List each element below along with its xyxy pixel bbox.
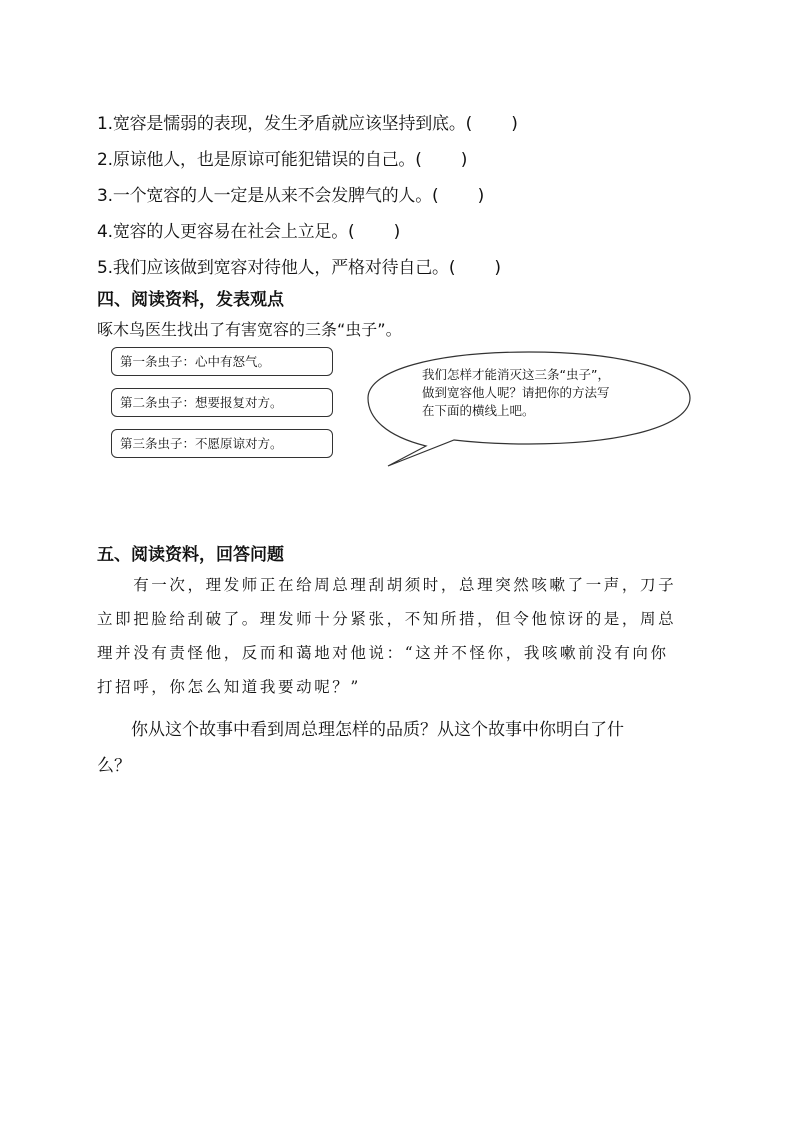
story-line: 立即把脸给刮破了。理发师十分紧张，不知所措，但令他惊讶的是，周总 — [97, 610, 677, 628]
open-paren: ( — [348, 222, 355, 242]
true-false-item — [97, 142, 518, 178]
answer-blank[interactable] — [449, 250, 501, 286]
statement-text: 5.我们应该做到宽容对待他人，严格对待自己。 — [97, 258, 449, 278]
statement-text: 3.一个宽容的人一定是从来不会发脾气的人。 — [97, 186, 433, 206]
true-false-item — [97, 178, 518, 214]
answer-blank[interactable] — [348, 214, 400, 250]
bubble-line: 我们怎样才能消灭这三条“虫子”， — [422, 367, 610, 382]
bubble-line: 在下面的横线上吧。 — [422, 403, 535, 418]
close-paren: ) — [393, 222, 401, 242]
bug-box-1: 第一条虫子：心中有怒气。 — [111, 347, 333, 376]
story-paragraph — [97, 568, 697, 704]
story-line: 打招呼，你怎么知道我要动呢？” — [97, 678, 361, 696]
bug-box-3: 第三条虫子：不愿原谅对方。 — [111, 429, 333, 458]
answer-blank[interactable] — [415, 142, 467, 178]
close-paren: ) — [494, 258, 501, 278]
section-intro: 啄木鸟医生找出了有害宽容的三条“虫子”。 — [97, 320, 402, 339]
true-false-item — [97, 214, 518, 250]
answer-blank[interactable] — [432, 178, 484, 214]
true-false-list — [97, 106, 518, 286]
section-title-5: 五、阅读资料，回答问题 — [97, 545, 284, 565]
statement-text: 4.宽容的人更容易在社会上立足。 — [97, 222, 349, 242]
question-paragraph — [97, 712, 707, 784]
bubble-line: 做到宽容他人呢？请把你的方法写 — [422, 385, 610, 400]
question-line: 么？ — [97, 756, 131, 776]
open-paren: ( — [465, 114, 473, 134]
section-title-4: 四、阅读资料，发表观点 — [97, 290, 284, 310]
true-false-item — [97, 250, 518, 286]
statement-text: 1.宽容是懦弱的表现，发生矛盾就应该坚持到底。 — [97, 114, 466, 134]
statement-text: 2.原谅他人，也是原谅可能犯错误的自己。 — [97, 150, 416, 170]
bug-box-2: 第二条虫子：想要报复对方。 — [111, 388, 333, 417]
question-line: 你从这个故事中看到周总理怎样的品质？从这个故事中你明白了什 — [97, 720, 624, 740]
answer-blank[interactable] — [466, 106, 518, 142]
story-line: 理并没有责怪他，反而和蔼地对他说：“这并不怪你，我咳嗽前没有向你 — [97, 644, 669, 662]
close-paren: ) — [460, 150, 468, 170]
close-paren: ) — [511, 114, 518, 134]
bubble-text — [422, 366, 654, 420]
open-paren: ( — [448, 258, 456, 278]
true-false-item — [97, 106, 518, 142]
open-paren: ( — [415, 150, 422, 170]
close-paren: ) — [477, 186, 485, 206]
open-paren: ( — [432, 186, 439, 206]
story-line: 有一次，理发师正在给周总理刮胡须时，总理突然咳嗽了一声，刀子 — [97, 576, 677, 594]
